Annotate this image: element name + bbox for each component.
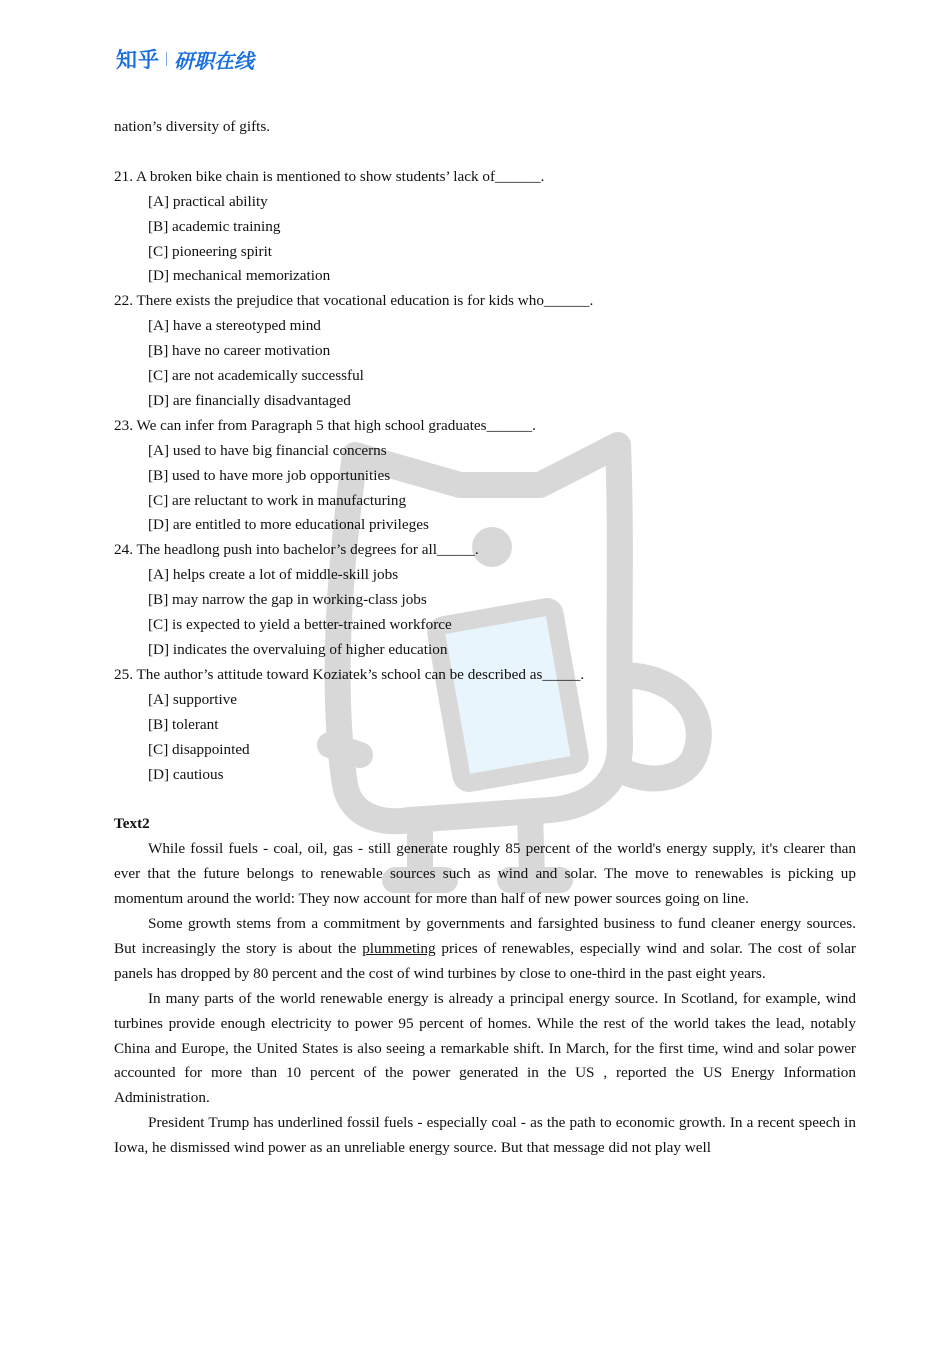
intro-line: nation’s diversity of gifts. [114,118,271,135]
option-c: [C] are not academically successful [148,367,364,385]
option-b: [B] tolerant [148,715,219,733]
option-a: [A] have a stereotyped mind [148,317,321,335]
spacer [114,140,856,165]
question-21 [114,165,856,290]
logo-brand-text: 研职在线 [174,48,254,73]
underlined-word: plummeting [362,939,436,957]
question-stem: 22. There exists the prejudice that vocational education is for kids who______. [114,292,594,310]
option-d: [D] indicates the overvaluing of higher education [148,641,448,659]
option-a: [A] supportive [148,690,237,708]
question-24 [114,538,856,663]
question-25 [114,663,856,788]
logo-zhihu-text: 知乎 [116,48,160,72]
question-22 [114,289,856,414]
text2-paragraph-2 [114,912,856,987]
option-c: [C] pioneering spirit [148,242,273,260]
option-b: [B] used to have more job opportunities [148,466,391,484]
zhihu-logo [116,44,254,74]
question-23 [114,414,856,539]
option-b: [B] may narrow the gap in working-class jobs [148,591,427,609]
paragraph-text: prices of renewables, especially wind and solar. The cost of solar panels has dropped by 80 percent and the cost of wind turbines by close to one-third in the past eight years. [114,939,856,982]
question-stem: 24. The headlong push into bachelor’s degrees for all_____. [114,541,479,559]
option-b: [B] academic training [148,217,281,235]
option-b: [B] have no career motivation [148,342,331,360]
text2-heading: Text2 [114,815,150,833]
spacer [114,787,856,812]
paragraph-text: Some growth stems from a commitment by governments and farsighted business to fund cleaner energy sources. But increasingly the story is about the [114,914,856,957]
option-a: [A] practical ability [148,192,268,210]
option-a: [A] used to have big financial concerns [148,441,387,459]
option-c: [C] is expected to yield a better-trained workforce [148,616,452,634]
text2-paragraph-4: President Trump has underlined fossil fuels - especially coal - as the path to economic growth. In a recent speech in Iowa, he dismissed wind power as an unreliable energy source. But that message did not play well [114,1114,856,1157]
option-d: [D] mechanical memorization [148,267,331,285]
option-a: [A] helps create a lot of middle-skill jobs [148,566,399,584]
logo-separator [166,52,167,66]
option-d: [D] are financially disadvantaged [148,391,351,409]
text2-paragraph-3: In many parts of the world renewable energy is already a principal energy source. In Scotland, for example, wind turbines provide enough electricity to power 95 percent of homes. While the rest of the world takes the lead, notably China and Europe, the United States is also seeing a remarkable shift. In March, for the first time, wind and solar power accounted for more than 10 percent of the power generated in the US , reported the US Energy Information Administration. [114,989,856,1107]
question-stem: 23. We can infer from Paragraph 5 that high school graduates______. [114,416,536,434]
document-body [114,115,856,1161]
option-d: [D] are entitled to more educational privileges [148,516,429,534]
text2-paragraph-1: While fossil fuels - coal, oil, gas - still generate roughly 85 percent of the world's energy supply, it's clearer than ever that the future belongs to renewable sources such as wind and solar. The move to renewables is picking up momentum around the world: They now account for more than half of new power sources going on line. [114,840,856,908]
option-c: [C] are reluctant to work in manufacturing [148,491,407,509]
question-stem: 21. A broken bike chain is mentioned to show students’ lack of______. [114,167,545,185]
question-stem: 25. The author’s attitude toward Koziatek’s school can be described as_____. [114,665,585,683]
option-c: [C] disappointed [148,740,250,758]
option-d: [D] cautious [148,765,224,783]
